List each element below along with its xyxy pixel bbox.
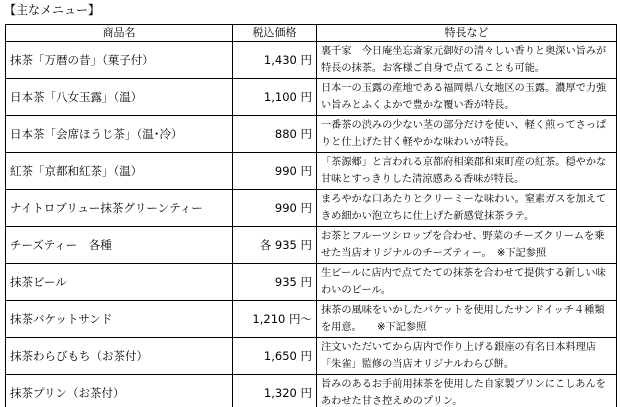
item-price: 990 円 <box>233 153 317 190</box>
table-row <box>6 153 617 190</box>
item-feature: まろやかな口あたりとクリーミーな味わい。窒素ガスを加えてきめ細かい泡立ちに仕上げた新感覚抹茶ラテ。 <box>317 190 617 227</box>
item-feature: 生ビールに店内で点てたての抹茶を合わせて提供する新しい味わいのビール。 <box>317 264 617 301</box>
menu-table <box>5 24 617 407</box>
item-feature: 注文いただいてから店内で作り上げる銀座の有名日本料理店「朱雀」監修の当店オリジナルわらび餅。 <box>317 338 617 375</box>
item-price: 各 935 円 <box>233 227 317 264</box>
table-row <box>6 264 617 301</box>
table-row <box>6 301 617 338</box>
header-feature: 特長など <box>317 25 617 42</box>
item-feature: 日本一の玉露の産地である福岡県八女地区の玉露。濃厚で力強い旨みとふくよかで豊かな覆い香が特長。 <box>317 79 617 116</box>
item-price: 1,100 円 <box>233 79 317 116</box>
item-price: 1,210 円～ <box>233 301 317 338</box>
item-price: 935 円 <box>233 264 317 301</box>
table-row <box>6 79 617 116</box>
item-price: 1,430 円 <box>233 42 317 79</box>
item-name: 抹茶プリン（お茶付） <box>6 375 233 407</box>
item-price: 1,320 円 <box>233 375 317 407</box>
menu-caption: 【主なメニュー】 <box>4 3 101 17</box>
item-feature: 旨みのあるお手前用抹茶を使用した自家製プリンにこしあんをあわせた甘さ控えめのプリン。 <box>317 375 617 407</box>
item-feature: 一番茶の渋みの少ない茎の部分だけを使い、軽く煎ってさっぱりと仕上げた甘く軽やかな味わいが特長。 <box>317 116 617 153</box>
menu-table-header <box>6 25 617 42</box>
header-price: 税込価格 <box>233 25 317 42</box>
item-name: 抹茶ビール <box>6 264 233 301</box>
header-name: 商品名 <box>6 25 233 42</box>
header-row <box>6 25 617 42</box>
table-row <box>6 190 617 227</box>
item-name: 紅茶「京都和紅茶」（温） <box>6 153 233 190</box>
item-feature: 裏千家 今日庵坐忘斎家元御好の清々しい香りと奥深い旨みが特長の抹茶。お客様ご自身で点てることも可能。 <box>317 42 617 79</box>
table-row <box>6 338 617 375</box>
table-row <box>6 116 617 153</box>
item-name: 日本茶「八女玉露」（温） <box>6 79 233 116</box>
item-name: 抹茶わらびもち（お茶付） <box>6 338 233 375</box>
table-row <box>6 227 617 264</box>
table-row <box>6 42 617 79</box>
item-price: 1,650 円 <box>233 338 317 375</box>
item-name: ナイトロブリュー抹茶グリーンティー <box>6 190 233 227</box>
menu-table-body <box>6 42 617 407</box>
item-feature: 抹茶の風味をいかしたバケットを使用したサンドイッチ４種類を用意。 ※下記参照 <box>317 301 617 338</box>
table-row <box>6 375 617 407</box>
item-feature: 「茶源郷」と言われる京都府相楽郡和束町産の紅茶。穏やかな甘味とすっきりした清涼感ある香味が特長。 <box>317 153 617 190</box>
item-price: 880 円 <box>233 116 317 153</box>
item-name: チーズティー 各種 <box>6 227 233 264</box>
item-name: 抹茶「万暦の昔」（菓子付） <box>6 42 233 79</box>
item-name: 抹茶バケットサンド <box>6 301 233 338</box>
item-feature: お茶とフルーツシロップを合わせ、野菜のチーズクリームを乗せた当店オリジナルのチーズティー。 ※下記参照 <box>317 227 617 264</box>
item-price: 990 円 <box>233 190 317 227</box>
item-name: 日本茶「会席ほうじ茶」（温･冷） <box>6 116 233 153</box>
